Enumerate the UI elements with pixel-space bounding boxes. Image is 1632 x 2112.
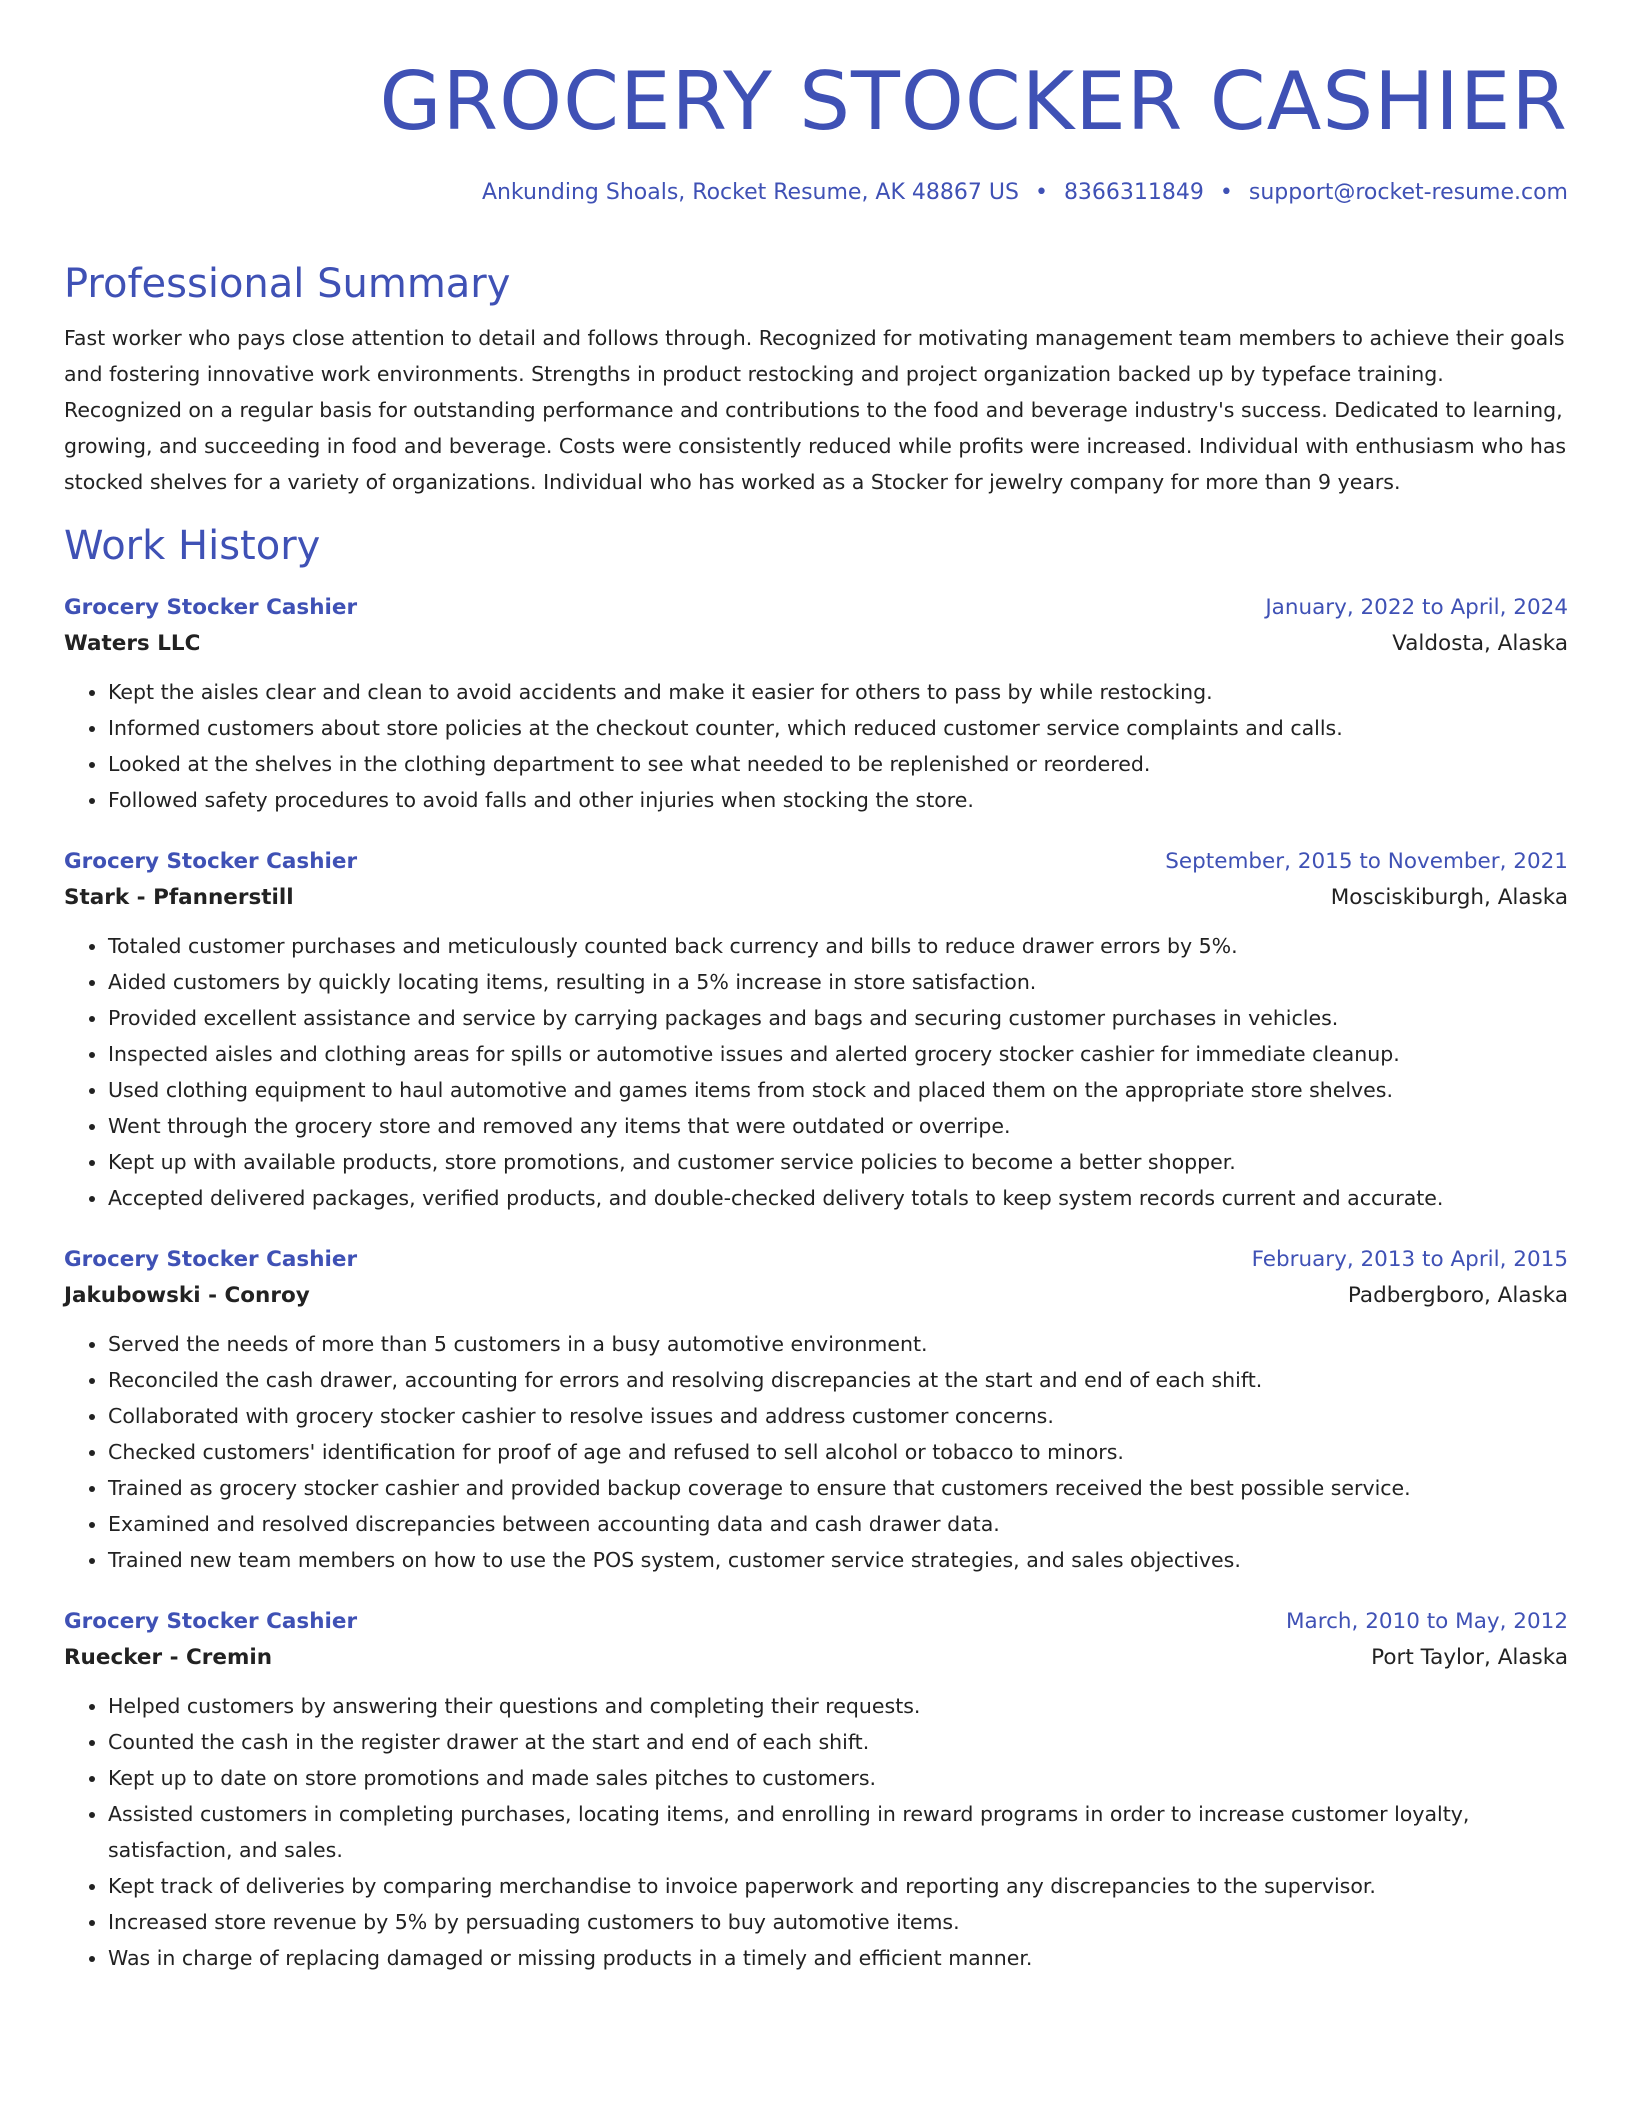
job-dates: February, 2013 to April, 2015 [1251,1247,1568,1272]
job-bullet: • Collaborated with grocery stocker cashier to resolve issues and address customer concerns. [108,1398,1568,1434]
job-bullet: • Counted the cash in the register drawer at the start and end of each shift. [108,1724,1568,1760]
job-bullet: • Trained new team members on how to use the POS system, customer service strategies, and sales objectives. [108,1542,1568,1578]
job-bullet: • Kept up with available products, store promotions, and customer service policies to become a better shopper. [108,1144,1568,1180]
job-bullet: • Reconciled the cash drawer, accounting for errors and resolving discrepancies at the start and end of each shift. [108,1362,1568,1398]
job-entry [64,1604,1568,1976]
job-dates: January, 2022 to April, 2024 [1265,595,1568,620]
job-location: Port Taylor, Alaska [1371,1645,1568,1670]
job-bullet: • Trained as grocery stocker cashier and provided backup coverage to ensure that customers received the best possible service. [108,1470,1568,1506]
job-bullet: • Aided customers by quickly locating items, resulting in a 5% increase in store satisfaction. [108,964,1568,1000]
job-bullet: • Went through the grocery store and removed any items that were outdated or overripe. [108,1108,1568,1144]
job-entry [64,844,1568,1216]
phone-text: 8366311849 [1063,180,1204,205]
section-title-summary: Professional Summary [64,261,511,307]
job-bullets [64,674,1568,818]
job-entry [64,1242,1568,1578]
job-title: Grocery Stocker Cashier [64,1247,358,1272]
job-company: Stark - Pfannerstill [64,885,294,910]
job-company-row [64,1278,1568,1314]
job-bullet: • Was in charge of replacing damaged or missing products in a timely and efficient manner. [108,1940,1568,1976]
job-bullet: • Kept the aisles clear and clean to avoid accidents and make it easier for others to pass by while restocking. [108,674,1568,710]
job-bullet: • Followed safety procedures to avoid falls and other injuries when stocking the store. [108,782,1568,818]
section-title-work-history: Work History [64,523,321,569]
job-bullet: • Kept track of deliveries by comparing merchandise to invoice paperwork and reporting any discrepancies to the supervisor. [108,1868,1568,1904]
job-header-row [64,590,1568,626]
job-bullet: • Kept up to date on store promotions and made sales pitches to customers. [108,1760,1568,1796]
email-link[interactable]: support@rocket-resume.com [1248,180,1568,205]
job-bullet: • Totaled customer purchases and meticulously counted back currency and bills to reduce drawer errors by 5%. [108,928,1568,964]
job-bullet: • Used clothing equipment to haul automotive and games items from stock and placed them on the appropriate store shelves. [108,1072,1568,1108]
job-dates: September, 2015 to November, 2021 [1165,849,1568,874]
job-header-row [64,1242,1568,1278]
bullet-separator: • [1219,180,1233,205]
job-company: Waters LLC [64,631,201,656]
job-bullet: • Provided excellent assistance and service by carrying packages and bags and securing customer purchases in vehicles. [108,1000,1568,1036]
candidate-name: GROCERY STOCKER CASHIER [379,55,1568,148]
job-bullet: • Increased store revenue by 5% by persuading customers to buy automotive items. [108,1904,1568,1940]
job-location: Mosciskiburgh, Alaska [1330,885,1568,910]
job-bullets [64,1688,1568,1976]
professional-summary-section [64,260,1568,500]
job-bullets [64,1326,1568,1578]
job-bullet: • Examined and resolved discrepancies between accounting data and cash drawer data. [108,1506,1568,1542]
job-bullet: • Served the needs of more than 5 customers in a busy automotive environment. [108,1326,1568,1362]
job-header-row [64,1604,1568,1640]
job-dates: March, 2010 to May, 2012 [1285,1609,1568,1634]
job-company-row [64,626,1568,662]
bullet-separator: • [1034,180,1048,205]
job-entry [64,590,1568,818]
job-bullet: • Inspected aisles and clothing areas for spills or automotive issues and alerted grocery stocker cashier for immediate cleanup. [108,1036,1568,1072]
job-company: Ruecker - Cremin [64,1645,273,1670]
address-text: Ankunding Shoals, Rocket Resume, AK 48867 US [481,180,1019,205]
job-bullet: • Looked at the shelves in the clothing department to see what needed to be replenished or reordered. [108,746,1568,782]
job-list [64,590,1568,1976]
job-bullet: • Assisted customers in completing purchases, locating items, and enrolling in reward programs in order to increase customer loyalty, satisfaction, and sales. [108,1796,1568,1868]
job-bullet: • Checked customers' identification for proof of age and refused to sell alcohol or tobacco to minors. [108,1434,1568,1470]
job-header-row [64,844,1568,880]
job-bullet: • Informed customers about store policies at the checkout counter, which reduced customer service complaints and calls. [108,710,1568,746]
job-company-row [64,1640,1568,1676]
job-company-row [64,880,1568,916]
job-bullets [64,928,1568,1216]
job-title: Grocery Stocker Cashier [64,849,358,874]
contact-line [64,178,1568,208]
resume-header [64,52,1568,208]
job-bullet: • Helped customers by answering their questions and completing their requests. [108,1688,1568,1724]
summary-text: Fast worker who pays close attention to detail and follows through. Recognized for motivating management team members to achieve their goals and fostering innovative work environments. Strengths in product restocking and project organization backed up by typeface training. Recognized on a regular basis for outstanding performance and contributions to the food and beverage industry's success. Dedicated to learning, growing, and succeeding in food and beverage. Costs were consistently reduced while profits were increased. Individual with enthusiasm who has stocked shelves for a variety of organizations. Individual who has worked as a Stocker for jewelry company for more than 9 years. [64,326,1567,494]
work-history-section [64,522,1568,1976]
job-title: Grocery Stocker Cashier [64,595,358,620]
job-bullet: • Accepted delivered packages, verified products, and double-checked delivery totals to keep system records current and accurate. [108,1180,1568,1216]
job-location: Padbergboro, Alaska [1347,1283,1568,1308]
job-company: Jakubowski - Conroy [64,1283,310,1308]
job-location: Valdosta, Alaska [1392,631,1568,656]
job-title: Grocery Stocker Cashier [64,1609,358,1634]
